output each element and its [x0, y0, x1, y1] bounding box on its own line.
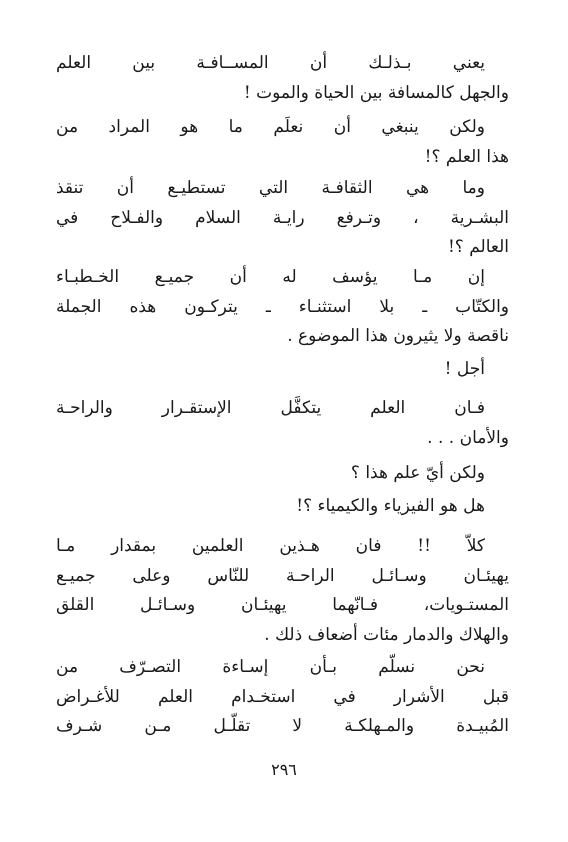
- paragraph-line: والكتّاب ـ بلا استثنـاء ـ يتركـون هذه الجملة: [56, 296, 509, 317]
- paragraph-line: ناقصة ولا يثيرون هذا الموضوع .: [287, 326, 509, 346]
- page-number: ٢٩٦: [271, 760, 297, 779]
- paragraph: [56, 459, 509, 489]
- paragraph: [56, 174, 509, 263]
- paragraph: [56, 355, 509, 385]
- paragraph-line: هل هو الفيزياء والكيمياء ؟!: [296, 496, 485, 516]
- paragraph: [56, 49, 509, 108]
- paragraph: [56, 263, 509, 352]
- paragraph-line: أجل !: [444, 359, 485, 379]
- paragraph-line: قبل الأشرار في استخـدام العلم للأغـراض: [56, 686, 509, 707]
- paragraph-line: هذا العلم ؟!: [424, 146, 509, 167]
- paragraph-line: فـان العلم يتكفَّل الإستقـرار والراحـة: [56, 398, 485, 418]
- paragraph: [56, 653, 509, 742]
- paragraph-line: المُبيـدة والمـهلكـة لا تقلّـل مـن شـرف: [56, 716, 509, 736]
- paragraph-line: يعني بـذلـك أن المســافـة بين العلم: [56, 53, 485, 73]
- paragraph-line: العالم ؟!: [447, 237, 509, 257]
- paragraph-line: كلاّ !! فان هـذين العلمين بمقدار مـا: [56, 536, 485, 556]
- paragraph-line: والهلاك والدمار مئات أضعاف ذلك .: [264, 624, 509, 645]
- paragraph: [56, 394, 509, 453]
- paragraph-line: وما هي الثقافـة التي تستطيـع أن تنقذ: [56, 178, 485, 198]
- paragraph-line: يهيئـان وسـائـل الراحـة للنّاس وعلى جميـع: [56, 565, 509, 586]
- paragraph-line: البشـرية ، وتـرفع رايـة السلام والفـلاح في: [56, 207, 509, 228]
- paragraph: [56, 492, 509, 522]
- paragraph-line: والجهل كالمسافة بين الحياة والموت !: [243, 82, 509, 103]
- paragraph: [56, 113, 509, 172]
- paragraph-line: ولكن أيّ علم هذا ؟: [350, 463, 485, 483]
- paragraph-line: ولكن ينبغي أن نعلَم ما هو المراد من: [56, 117, 485, 137]
- paragraph-line: نحن نسلّم بـأن إسـاءة التصـرّف من: [56, 657, 485, 677]
- paragraph-line: المستـويات، فـانّهما يهيئـان وسـائـل القلق: [56, 595, 509, 615]
- paragraph-line: والأمان . . .: [427, 427, 509, 448]
- paragraph-line: إن مـا يؤسف له أن جميـع الخـطبـاء: [56, 267, 485, 287]
- paragraph: [56, 532, 509, 650]
